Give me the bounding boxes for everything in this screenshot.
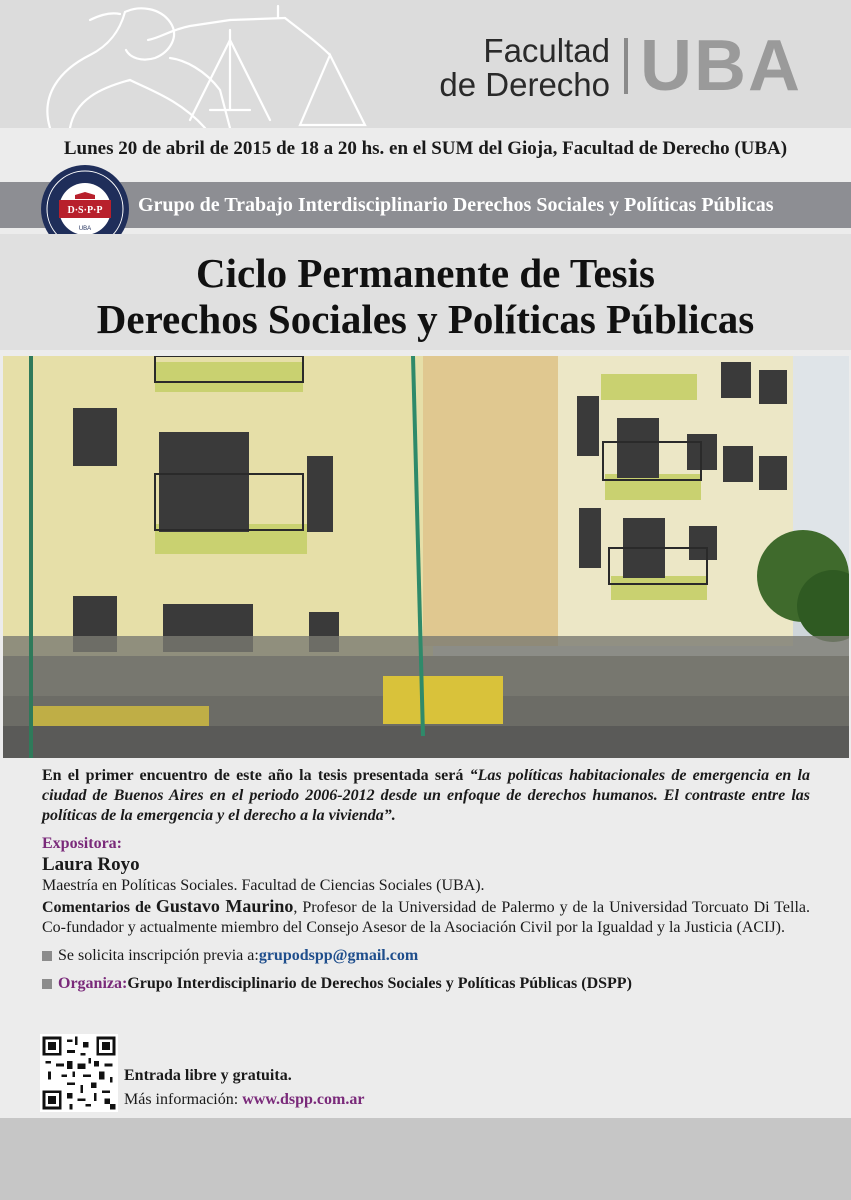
seal-text: D·S·P·P [67, 205, 103, 216]
divider [624, 38, 628, 94]
uba-logo-text: UBA [640, 26, 802, 106]
seal-subtext: UBA [78, 226, 92, 232]
event-details [42, 766, 810, 994]
speaker-credential: Maestría en Políticas Sociales. Facultad de Ciencias Sociales (UBA). [42, 877, 485, 894]
registration-line: Se solicita inscripción previa a: grupodspp@gmail.com [42, 946, 810, 966]
justice-statue-illustration [30, 0, 370, 128]
title-line-2: Derechos Sociales y Políticas Públicas [96, 296, 755, 342]
free-entry-note: Entrada libre y gratuita. [124, 1067, 292, 1084]
group-name: Grupo de Trabajo Interdisciplinario Derechos Sociales y Políticas Públicas [138, 194, 774, 216]
more-info-line: Más información: www.dspp.com.ar [124, 1091, 365, 1108]
footer-band [0, 1118, 851, 1200]
organizer-name: Grupo Interdisciplinario de Derechos Sociales y Políticas Públicas (DSPP) [127, 975, 632, 992]
faculty-name: Facultad de Derecho [439, 32, 610, 103]
building-photo [3, 356, 849, 758]
thesis-title: “Las políticas habitacionales de emergencia en la ciudad de Buenos Aires en el periodo 2006-2012 desde un enfoque de derechos humanos. El contraste entre las políticas de la emergencia y el derecho a la vivienda”. [42, 767, 810, 824]
commentator-name: Gustavo Maurino [155, 896, 294, 916]
title-block [0, 234, 851, 350]
intro-paragraph: En el primer encuentro de este año la tesis presentada será “Las políticas habitacionales de emergencia en la ciudad de Buenos Aires en el periodo 2006-2012 desde un enfoque de derechos humanos. El contraste entre las políticas de la emergencia y el derecho a la vivienda”. [42, 767, 810, 824]
header-banner [0, 0, 851, 128]
speaker-label: Expositora: [42, 835, 122, 852]
website-link[interactable]: www.dspp.com.ar [242, 1091, 365, 1108]
registration-email-link[interactable]: grupodspp@gmail.com [258, 947, 419, 964]
organizer-line: Organiza: Grupo Interdisciplinario de Derechos Sociales y Políticas Públicas (DSPP) [42, 974, 810, 994]
commentator-paragraph: Comentarios de Gustavo Maurino, Profesor de la Universidad de Palermo y de la Universidad Torcuato Di Tella. Co-fundador y actualmente miembro del Consejo Asesor de la Asociación Civil por la Igualdad y la Justicia (ACIJ). [42, 896, 811, 936]
bullet-square-icon [42, 951, 52, 961]
event-dateline: Lunes 20 de abril de 2015 de 18 a 20 hs. en el SUM del Gioja, Facultad de Derecho (UBA) [0, 128, 851, 168]
qr-code-icon[interactable] [40, 1034, 118, 1112]
bullet-square-icon [42, 979, 52, 989]
title-line-1: Ciclo Permanente de Tesis [196, 250, 655, 296]
speaker-name: Laura Royo [42, 854, 140, 875]
